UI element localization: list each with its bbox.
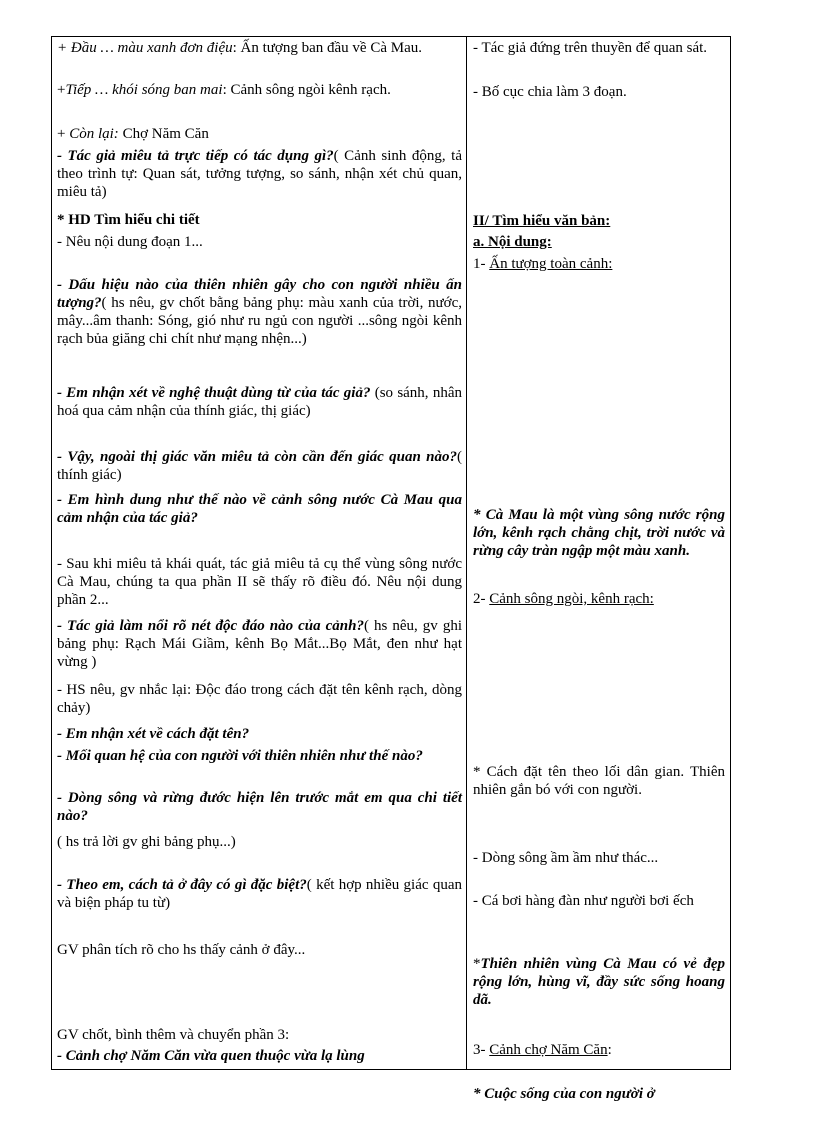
column-divider: [466, 37, 467, 1069]
question-river-forest: - Dòng sông và rừng đước hiện lên trước mắt em qua chi tiết nào?: [57, 790, 462, 824]
fish-detail: - Cá bơi hàng đàn như người bơi ếch: [473, 893, 694, 909]
outline-part-1: + Đầu … màu xanh đơn điệu: Ấn tượng ban đầu về Cà Mau.: [57, 40, 422, 56]
naming-note: * Cách đặt tên theo lối dân gian. Thiên nhiên gắn bó với con người.: [473, 764, 725, 798]
question-unique-feature: - Tác giả làm nổi rõ nét độc đáo nào của cảnh?( hs nêu, gv ghi bảng phụ: Rạch Mái Giầm, kênh Bọ Mắt...Bọ Mắt, đen như hạt vừng ): [57, 618, 462, 670]
teacher-analysis: GV phân tích rõ cho hs thấy cảnh ở đây...: [57, 942, 306, 958]
question-imagine-scene: - Em hình dung như thế nào về cảnh sông nước Cà Mau qua cảm nhận của tác giả?: [57, 492, 462, 526]
teacher-conclusion: GV chốt, bình thêm và chuyển phần 3:: [57, 1027, 290, 1043]
question-nature-signs: - Dấu hiệu nào của thiên nhiên gây cho con người nhiều ấn tượng?( hs nêu, gv chốt bằng bảng phụ: màu xanh của trời, nước, mây...âm thanh: Sóng, gió như ru ngủ con người ...sông ngòi kênh rạch bủa giăng chi chít như mạng nhện...): [57, 277, 462, 347]
question-naming-comment: - Em nhận xét về cách đặt tên?: [57, 726, 250, 742]
river-detail: - Dòng sông ầm ầm như thác...: [473, 850, 659, 866]
section-detail-heading: * HD Tìm hiểu chi tiết: [57, 212, 200, 228]
transition-part-2: - Sau khi miêu tả khái quát, tác giả miêu tả cụ thể vùng sông nước Cà Mau, chúng ta qua phần II sẽ thấy rõ điều đó. Nêu nội dung phần 2...: [57, 556, 462, 608]
content-heading: a. Nội dung:: [473, 234, 552, 250]
lesson-table: [51, 36, 731, 1102]
subsection-3-heading: 3- Cảnh chợ Năm Căn:: [473, 1042, 612, 1058]
question-market: - Cảnh chợ Năm Căn vừa quen thuộc vừa lạ lùng: [57, 1048, 365, 1064]
question-senses: - Vậy, ngoài thị giác văn miêu tả còn cần đến giác quan nào?( thính giác): [57, 449, 462, 483]
question-part-1: - Nêu nội dung đoạn 1...: [57, 234, 203, 250]
outline-part-3: + Còn lại: Chợ Năm Căn: [57, 126, 209, 142]
answer-naming: - HS nêu, gv nhắc lại: Độc đáo trong cách đặt tên kênh rạch, dòng chảy): [57, 682, 462, 716]
note-board: ( hs trả lời gv ghi bảng phụ...): [57, 834, 236, 850]
summary-nature: *Thiên nhiên vùng Cà Mau có vẻ đẹp rộng lớn, hùng vĩ, đầy sức sống hoang dã.: [473, 956, 725, 1008]
summary-ca-mau: * Cà Mau là một vùng sông nước rộng lớn, kênh rạch chằng chịt, trời nước và rừng cây tràn ngập một màu xanh.: [473, 507, 725, 559]
question-human-nature: - Mối quan hệ của con người với thiên nhiên như thế nào?: [57, 748, 423, 764]
question-direct-description: - Tác giả miêu tả trực tiếp có tác dụng gì?( Cảnh sinh động, tả theo trình tự: Quan sát, tưởng tượng, so sánh, nhận xét chủ quan, miêu tả): [57, 148, 462, 200]
outline-part-2: +Tiếp … khói sóng ban mai: Cảnh sông ngòi kênh rạch.: [57, 82, 391, 98]
summary-market: * Cuộc sống của con người ở: [473, 1086, 655, 1102]
layout-three-parts: - Bố cục chia làm 3 đoạn.: [473, 84, 627, 100]
author-viewpoint: - Tác giả đứng trên thuyền để quan sát.: [473, 40, 708, 56]
section-ii-heading: II/ Tìm hiểu văn bản:: [473, 213, 611, 229]
subsection-1-heading: 1- Ấn tượng toàn cảnh:: [473, 256, 613, 272]
subsection-2-heading: 2- Cảnh sông ngòi, kênh rạch:: [473, 591, 654, 607]
question-special-description: - Theo em, cách tả ở đây có gì đặc biệt?( kết hợp nhiều giác quan và biện pháp tu từ): [57, 877, 462, 911]
question-word-art: - Em nhận xét về nghệ thuật dùng từ của tác giả? (so sánh, nhân hoá qua cảm nhận của thính giác, thị giác): [57, 385, 462, 419]
